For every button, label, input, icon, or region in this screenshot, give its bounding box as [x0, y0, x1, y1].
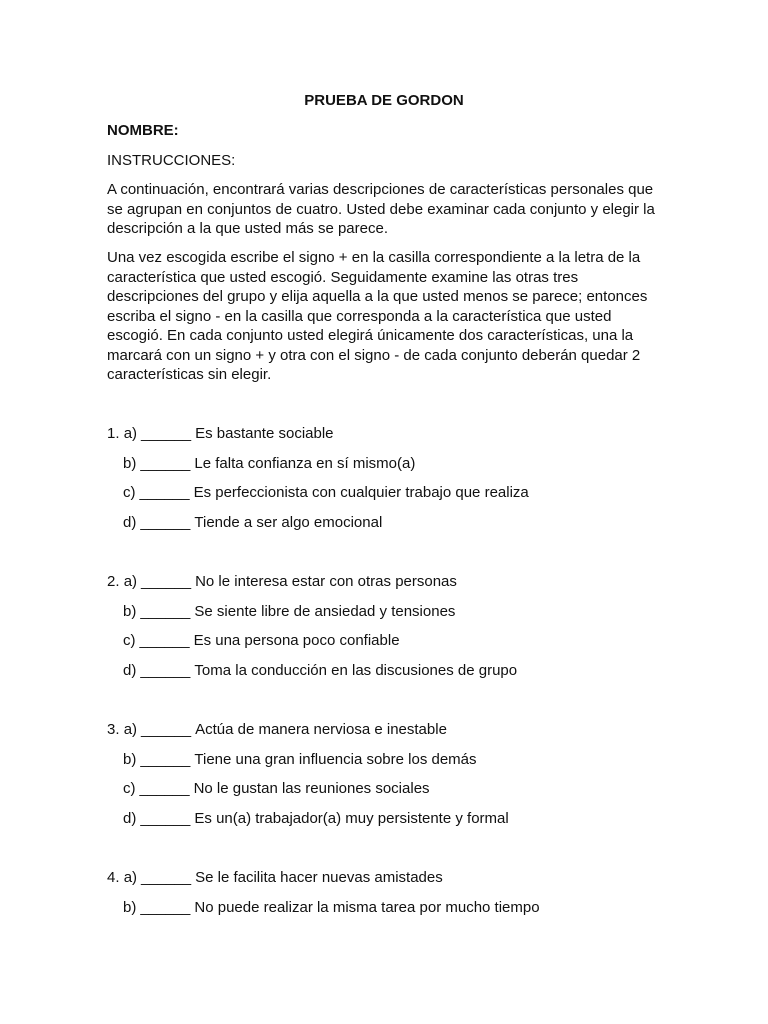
option-text: Se siente libre de ansiedad y tensiones: [194, 602, 456, 620]
instructions-paragraph-2: Una vez escogida escribe el signo + en la casilla correspondiente a la letra de la característica que usted escogió. Seguidamente examine las otras tres descripciones del grupo y elija aquella a la que usted menos se parece; entonces escriba el signo - en la casilla que corresponda a la característica que usted escogió. En cada conjunto usted elegirá únicamente dos características, una la marcará con un signo + y otra con el signo - de cada conjunto deberán quedar 2 características sin elegir.: [107, 249, 648, 383]
question-3-option-d: [123, 809, 509, 828]
answer-blank[interactable]: ______: [141, 573, 192, 590]
answer-blank[interactable]: ______: [141, 425, 192, 442]
answer-blank[interactable]: ______: [140, 810, 191, 828]
question-4-option-a: [107, 868, 443, 887]
question-3-option-b: [123, 750, 477, 769]
option-text: Es perfeccionista con cualquier trabajo que realiza: [193, 484, 529, 502]
question-2-option-a: [107, 572, 457, 591]
option-letter: d): [123, 810, 137, 828]
question-1-option-d: [123, 513, 382, 532]
question-number: 2.: [107, 573, 120, 590]
option-text: No le interesa estar con otras personas: [195, 573, 457, 590]
question-number: 3.: [107, 721, 120, 738]
option-letter: d): [123, 514, 137, 532]
answer-blank[interactable]: ______: [139, 484, 190, 502]
answer-blank[interactable]: ______: [141, 721, 192, 738]
option-letter: b): [123, 898, 137, 916]
answer-blank[interactable]: ______: [140, 898, 191, 916]
question-2-option-b: [123, 602, 455, 621]
answer-blank[interactable]: ______: [140, 514, 191, 532]
question-2-option-c: [123, 631, 400, 650]
option-text: Tiene una gran influencia sobre los demás: [194, 750, 477, 768]
answer-blank[interactable]: ______: [140, 750, 191, 768]
nombre-label: NOMBRE:: [107, 122, 179, 139]
question-3-option-a: [107, 720, 447, 739]
answer-blank[interactable]: ______: [139, 780, 190, 798]
answer-blank[interactable]: ______: [140, 662, 191, 680]
option-letter: a): [123, 425, 138, 442]
instructions-paragraph-1: A continuación, encontrará varias descripciones de características personales que se agrupan en conjuntos de cuatro. Usted debe examinar cada conjunto y elegir la descripción a la que usted más se parece.: [107, 181, 655, 237]
option-text: Es una persona poco confiable: [193, 632, 400, 650]
instrucciones-heading: INSTRUCCIONES:: [107, 152, 236, 169]
answer-blank[interactable]: ______: [141, 869, 192, 886]
option-letter: d): [123, 662, 137, 680]
option-letter: b): [123, 602, 137, 620]
option-text: Se le facilita hacer nuevas amistades: [195, 869, 443, 886]
option-text: No le gustan las reuniones sociales: [193, 780, 430, 798]
question-2-option-d: [123, 661, 517, 680]
option-letter: a): [123, 869, 138, 886]
option-letter: c): [123, 632, 136, 650]
option-letter: c): [123, 484, 136, 502]
option-letter: b): [123, 750, 137, 768]
document-title: PRUEBA DE GORDON: [304, 92, 464, 109]
option-text: Actúa de manera nerviosa e inestable: [195, 721, 447, 738]
question-3-option-c: [123, 779, 430, 798]
option-text: Es un(a) trabajador(a) muy persistente y formal: [194, 810, 509, 828]
option-text: Toma la conducción en las discusiones de grupo: [194, 662, 518, 680]
option-letter: b): [123, 454, 137, 472]
answer-blank[interactable]: ______: [140, 602, 191, 620]
question-1-option-c: [123, 483, 529, 502]
answer-blank[interactable]: ______: [139, 632, 190, 650]
option-text: Es bastante sociable: [195, 425, 334, 442]
option-text: Le falta confianza en sí mismo(a): [194, 454, 416, 472]
option-letter: a): [123, 721, 138, 738]
question-number: 4.: [107, 869, 120, 886]
question-4-option-b: [123, 898, 540, 917]
option-text: Tiende a ser algo emocional: [194, 514, 383, 532]
question-1-option-b: [123, 454, 415, 473]
option-letter: c): [123, 780, 136, 798]
question-1-option-a: [107, 424, 334, 443]
option-text: No puede realizar la misma tarea por mucho tiempo: [194, 898, 540, 916]
question-number: 1.: [107, 425, 120, 442]
answer-blank[interactable]: ______: [140, 454, 191, 472]
option-letter: a): [123, 573, 138, 590]
